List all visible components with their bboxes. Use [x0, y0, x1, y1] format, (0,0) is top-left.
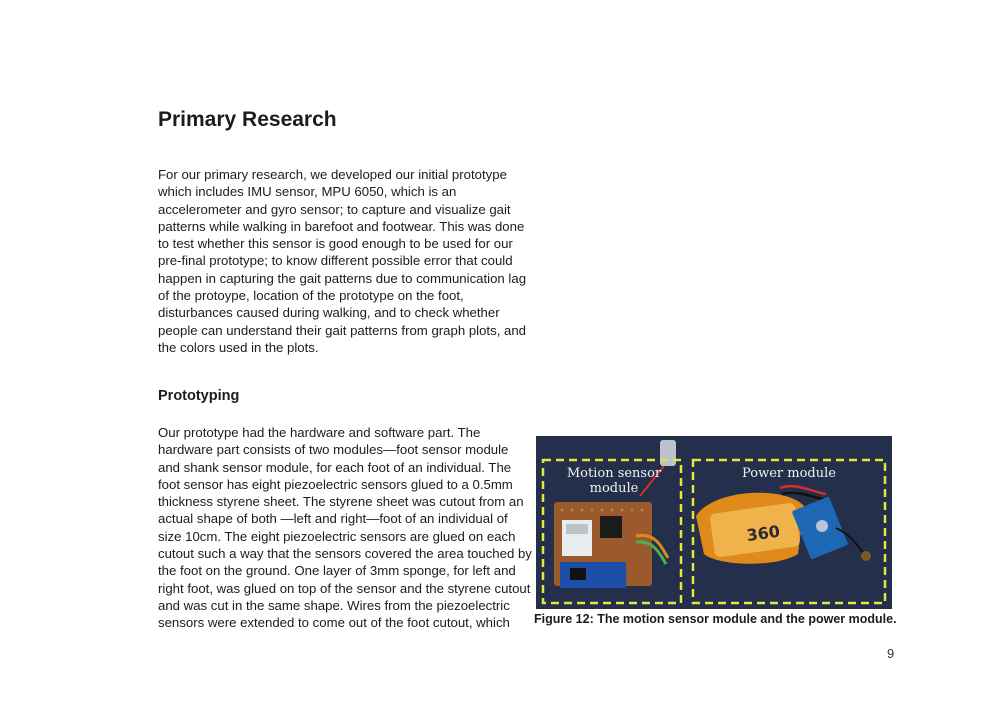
battery-text: 360: [745, 521, 782, 546]
prototyping-paragraph: Our prototype had the hardware and software part. The hardware part consists of two modules—foot sensor module and shank sensor module, for each foot of an individual. The foot sensor has eight piezoelectric sensors glued to a 0.5mm thickness styrene sheet. The styrene sheet was cutout from an actual shape of both —left and right—foot of an individual of size 10cm. The eight piezoelectric sensors are glued on each cutout such a way that the sensors covered the area touched by the foot on the ground. One layer of 3mm sponge, for left and right foot, was glued on top of the sensor and the styrene cutout and was cut in the same shape. Wires from the piezoelectric sensors were extended to come out of the foot cutout, which: [158, 425, 532, 631]
arduino-board: [560, 562, 626, 588]
figure-caption: Figure 12: The motion sensor module and the power module.: [534, 612, 897, 626]
imu-chip: [600, 516, 622, 538]
figure-photo: [536, 436, 892, 609]
motion-sensor-label-line2: module: [589, 481, 639, 496]
intro-paragraph: For our primary research, we developed our initial prototype which includes IMU sensor, MPU 6050, which is an accelerometer and gyro sensor; to capture and visualize gait patterns while walking in barefoot and footwear. This was done to test whether this sensor is good enough to be used for our pre-final prototype; to know different possible error that could happen in capturing the gait patterns due to communication lag of the protoype, location of the prototype on the foot, disturbances caused during walking, and to check whether people can understand their gait patterns from graph plots, and the colors used in the plots.: [158, 167, 527, 355]
switch: [861, 551, 871, 561]
motion-sensor-label: Motion sensor: [566, 466, 662, 481]
connector: [660, 440, 676, 466]
power-module-label: Power module: [742, 466, 836, 481]
page-number: 9: [887, 646, 895, 661]
prototype-photo: [536, 436, 892, 609]
section-heading: Prototyping: [158, 388, 240, 404]
page-title: Primary Research: [158, 108, 337, 131]
